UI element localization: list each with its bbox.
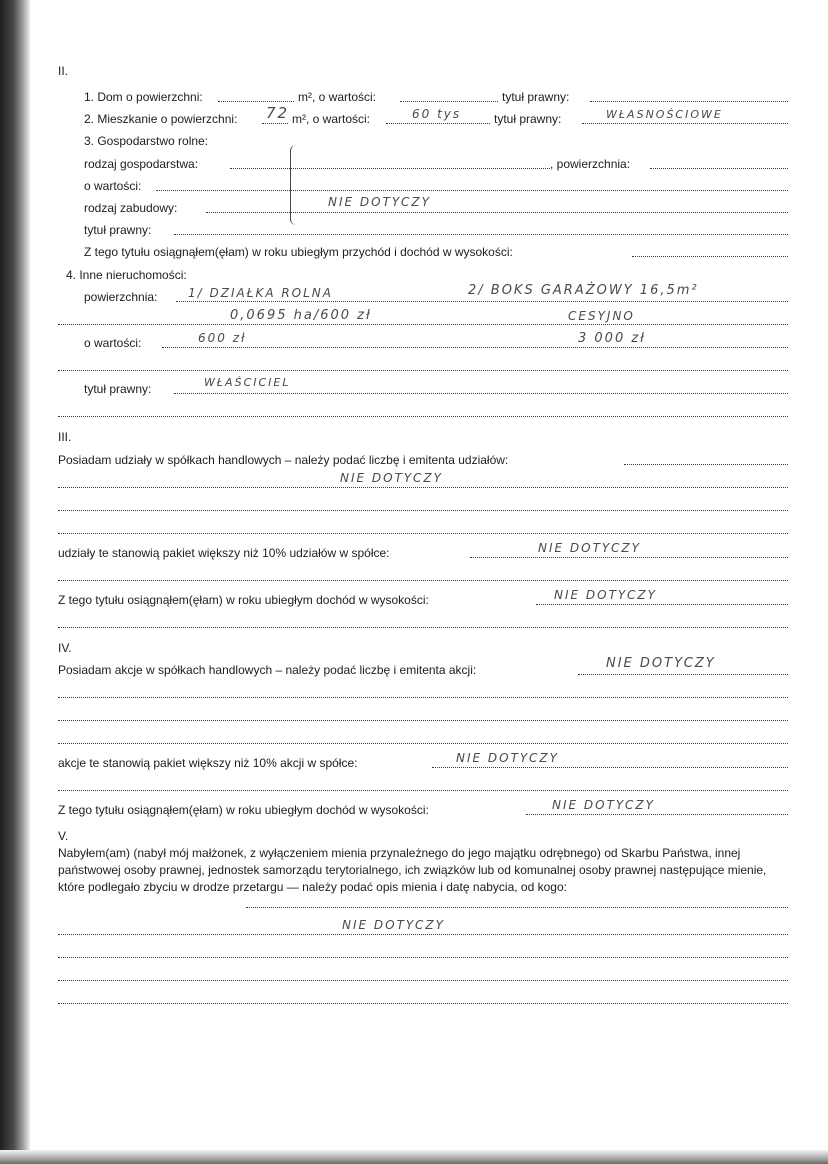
- other-area-row-2: [58, 308, 788, 327]
- other-area-value-3: 0,0695 ha/600 zł: [230, 308, 372, 323]
- stocks-package-field-2: [58, 790, 788, 791]
- apartment-value-label: m², o wartości:: [292, 112, 371, 126]
- stocks-field-3: [58, 720, 788, 721]
- shares-field-3: [58, 510, 788, 511]
- farm-title-row: [58, 223, 788, 237]
- section-iii: [58, 430, 788, 444]
- section-heading: V.: [58, 829, 69, 843]
- section-v: [58, 829, 788, 843]
- shares-label: Posiadam udziały w spółkach handlowych – należy podać liczbę i emitenta udziałów:: [58, 453, 509, 467]
- other-property-row: [58, 268, 788, 282]
- shares-package-field-2: [58, 580, 788, 581]
- farm-row: [58, 134, 788, 148]
- farm-income-field: [632, 256, 788, 257]
- house-label: 1. Dom o powierzchni:: [84, 90, 203, 104]
- apartment-title-label: tytuł prawny:: [494, 112, 562, 126]
- other-value-label: o wartości:: [84, 336, 142, 350]
- farm-label: 3. Gospodarstwo rolne:: [84, 134, 209, 148]
- farm-area-label: , powierzchnia:: [550, 157, 631, 171]
- other-title-field-2: [58, 416, 788, 417]
- farm-bracket: [290, 145, 301, 225]
- shares-row-3: [58, 499, 788, 513]
- farm-buildings-label: rodzaj zabudowy:: [84, 201, 178, 215]
- stocks-label: Posiadam akcje w spółkach handlowych – należy podać liczbę i emitenta akcji:: [58, 663, 477, 677]
- apartment-title-field: [582, 123, 788, 124]
- stocks-income-value: NIE DOTYCZY: [552, 798, 655, 812]
- other-value-field: [162, 347, 788, 348]
- stocks-row-2: [58, 686, 788, 700]
- stocks-field: [578, 674, 788, 675]
- house-area-field: [218, 101, 294, 102]
- farm-value-label: o wartości:: [84, 179, 142, 193]
- other-value-1: 600 zł: [198, 331, 247, 345]
- other-property-label: 4. Inne nieruchomości:: [66, 268, 187, 282]
- shares-package-value: NIE DOTYCZY: [538, 541, 641, 555]
- farm-title-label: tytuł prawny:: [84, 223, 152, 237]
- acquisition-value: NIE DOTYCZY: [342, 918, 445, 932]
- shares-income-field-2: [58, 627, 788, 628]
- shares-field-4: [58, 533, 788, 534]
- shares-row-4: [58, 522, 788, 536]
- farm-handwritten-value: NIE DOTYCZY: [328, 195, 431, 209]
- stocks-income-field: [526, 814, 788, 815]
- apartment-area-value: 72: [266, 104, 290, 122]
- farm-value-field: [156, 190, 788, 191]
- section-heading: IV.: [58, 641, 72, 655]
- stocks-package-row-2: [58, 779, 788, 793]
- other-value-row-2: [58, 359, 788, 373]
- farm-buildings-row: [58, 195, 788, 215]
- section-heading: III.: [58, 430, 72, 444]
- stocks-income-row: [58, 798, 788, 817]
- apartment-title-value: WŁASNOŚCIOWE: [606, 108, 723, 121]
- other-title-value: WŁAŚCICIEL: [204, 376, 291, 389]
- acquisition-field-3: [58, 957, 788, 958]
- other-title-label: tytuł prawny:: [84, 382, 152, 396]
- stocks-row-4: [58, 732, 788, 746]
- other-value-row: [58, 331, 788, 350]
- other-area-label: powierzchnia:: [84, 290, 158, 304]
- shares-income-value: NIE DOTYCZY: [554, 588, 657, 602]
- farm-area-field: [650, 168, 788, 169]
- farm-type-label: rodzaj gospodarstwa:: [84, 157, 199, 171]
- shares-income-row: [58, 588, 788, 607]
- scan-edge-left: [0, 0, 30, 1164]
- apartment-value: 60 tys: [412, 107, 462, 121]
- house-title-label: tytuł prawny:: [502, 90, 570, 104]
- shares-field: [624, 464, 788, 465]
- shares-package-row: [58, 541, 788, 560]
- stocks-income-label: Z tego tytułu osiągnąłem(ęłam) w roku ubiegłym dochód w wysokości:: [58, 803, 429, 817]
- other-area-field: [176, 301, 788, 302]
- house-title-field: [590, 101, 788, 102]
- acquisition-field-5: [58, 1003, 788, 1004]
- section-heading: II.: [58, 64, 69, 78]
- shares-value: NIE DOTYCZY: [340, 471, 443, 485]
- shares-package-row-2: [58, 569, 788, 583]
- scan-edge-bottom: [0, 1150, 828, 1164]
- other-area-value-2: 2/ BOKS GARAŻOWY 16,5m²: [468, 283, 699, 298]
- stocks-package-label: akcje te stanowią pakiet większy niż 10% akcji w spółce:: [58, 756, 358, 770]
- stocks-field-4: [58, 743, 788, 744]
- stocks-row: [58, 656, 788, 677]
- farm-income-label: Z tego tytułu osiągnąłem(ęłam) w roku ubiegłym przychód i dochód w wysokości:: [84, 245, 513, 259]
- farm-income-row: [58, 245, 788, 259]
- acquisition-row-4: [58, 969, 788, 983]
- farm-type-row: [58, 157, 788, 171]
- farm-type-field: [230, 168, 550, 169]
- declaration-page: [58, 58, 788, 1006]
- stocks-package-value: NIE DOTYCZY: [456, 751, 559, 765]
- shares-field-2: [58, 487, 788, 488]
- shares-income-label: Z tego tytułu osiągnąłem(ęłam) w roku ubiegłym dochód w wysokości:: [58, 593, 429, 607]
- acquisition-row-3: [58, 946, 788, 960]
- other-value-2: 3 000 zł: [578, 331, 646, 346]
- other-area-row: [58, 283, 788, 304]
- other-area-field-2: [58, 324, 788, 325]
- shares-row-2: [58, 471, 788, 490]
- shares-income-row-2: [58, 616, 788, 630]
- acquisition-field-2: [58, 934, 788, 935]
- section-iv: [58, 641, 788, 655]
- stocks-package-row: [58, 751, 788, 770]
- stocks-value: NIE DOTYCZY: [606, 656, 716, 671]
- other-area-value-4: CESYJNO: [568, 309, 635, 323]
- acquisition-paragraph-row: [58, 845, 788, 917]
- other-area-value-1: 1/ DZIAŁKA ROLNA: [188, 286, 333, 300]
- shares-package-field: [470, 557, 788, 558]
- apartment-label: 2. Mieszkanie o powierzchni:: [84, 112, 238, 126]
- shares-package-label: udziały te stanowią pakiet większy niż 10% udziałów w spółce:: [58, 546, 390, 560]
- house-value-label: m², o wartości:: [298, 90, 377, 104]
- other-title-row: [58, 376, 788, 396]
- acquisition-field-4: [58, 980, 788, 981]
- acquisition-field: [246, 907, 788, 908]
- other-title-field: [174, 393, 788, 394]
- stocks-row-3: [58, 709, 788, 723]
- section-ii: [58, 64, 788, 78]
- acquisition-text: Nabyłem(am) (nabył mój małżonek, z wyłączeniem mienia przynależnego do jego majątku odrębnego) od Skarbu Państwa, innej państwowej osoby prawnej, jednostek samorządu terytorialnego, ich związków lub od komunalnej osoby prawnej następujące mienie, które podlegało zbyciu w drodze przetargu — należy podać opis mienia i datę nabycia, od kogo:: [58, 846, 767, 894]
- stocks-field-2: [58, 697, 788, 698]
- acquisition-row-5: [58, 992, 788, 1006]
- house-row: [58, 90, 788, 104]
- farm-value-row: [58, 179, 788, 193]
- other-value-field-2: [58, 370, 788, 371]
- shares-row: [58, 453, 788, 467]
- shares-income-field: [536, 604, 788, 605]
- stocks-package-field: [432, 767, 788, 768]
- farm-title-field: [174, 234, 788, 235]
- other-title-row-2: [58, 405, 788, 419]
- house-value-field: [400, 101, 498, 102]
- apartment-area-field: [262, 123, 288, 124]
- apartment-row: [58, 104, 788, 126]
- apartment-value-field: [386, 123, 490, 124]
- acquisition-row-2: [58, 918, 788, 937]
